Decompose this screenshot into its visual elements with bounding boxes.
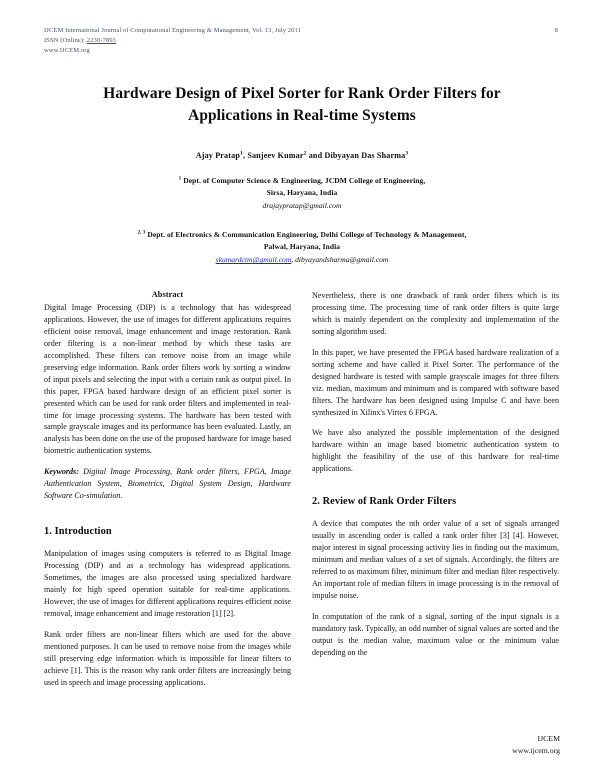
body-columns bbox=[44, 290, 560, 698]
affiliation-2-dept: Dept. of Electronics & Communication Engineering, Delhi College of Technology & Management, bbox=[145, 229, 467, 239]
journal-website-line: www.IJCEM.org bbox=[44, 47, 90, 55]
affiliation-1-email[interactable]: drajaypratap@gmail.com bbox=[262, 200, 342, 210]
running-head-lines bbox=[44, 26, 301, 56]
page-footer bbox=[512, 733, 560, 758]
review-paragraph-2: In computation of the rank of a signal, sorting of the input signals is a mandatory task. Typically, an odd number of signal values are sorted and the output is the median value, maximum value or the minimum value depending on the bbox=[312, 611, 559, 657]
right-paragraph-3: We have also analyzed the possible implementation of the designed hardware within an image based biometric authentication system to highlight the feasibility of the use of this hardware for real-time applications. bbox=[312, 428, 559, 474]
right-paragraph-1: Nevertheless, there is one drawback of rank order filters which is its processing time. The processing time of rank order filters is quite large which is mainly dependent on the complexity and implementation of the sorting algorithm used. bbox=[312, 291, 559, 336]
right-column bbox=[312, 290, 559, 698]
affiliation-1-line-1 bbox=[44, 175, 560, 187]
left-column bbox=[44, 290, 291, 698]
author-affil-marker-2: 2 bbox=[303, 150, 307, 157]
journal-citation-line: IJCEM International Journal of Computational Engineering & Management, Vol. 13, July 2011 bbox=[44, 27, 302, 34]
affiliation-2-line-1 bbox=[44, 229, 560, 241]
affiliation-marker-1: 1 bbox=[178, 175, 182, 182]
affiliation-1-dept: Dept. of Computer Science & Engineering, JCDM College of Engineering, bbox=[181, 175, 426, 185]
keywords-label: Keywords: bbox=[44, 467, 79, 477]
keywords-line bbox=[44, 466, 291, 502]
introduction-paragraph-2: Rank order filters are non-linear filters which are used for the above mentioned purposes. It can be used to remove noise from the images while still preserving edge information which is impossible for linear filters to achieve [1]. This is the reason why rank order filters are increasingly being used in speech and image processing applications. bbox=[44, 630, 291, 687]
issn-value: 2230-7893 bbox=[86, 37, 116, 45]
issn-line bbox=[44, 36, 301, 46]
affiliation-block-2 bbox=[44, 229, 560, 267]
footer-journal-abbrev: IJCEM bbox=[537, 733, 560, 743]
author-separator-1: , bbox=[242, 150, 248, 160]
footer-website: www.ijcem.org bbox=[512, 746, 560, 756]
author-name-1: Ajay Pratap bbox=[195, 150, 241, 160]
running-head bbox=[44, 26, 560, 56]
abstract-heading: Abstract bbox=[151, 290, 184, 300]
review-paragraph-1: A device that computes the nth order value of a set of signals arranged usually in ascending order is called a rank order filter [3] [4]. However, major interest in signal processing activity lies in finding out the maximum, minimum and median values of a set of signals. Accordingly, the filters are referred to as maximum filter, minimum filter and median filter respectively. An important role of median filters in image processing is in the removal of impulse noise. bbox=[312, 519, 559, 600]
section-heading-review: 2. Review of Rank Order Filters bbox=[312, 496, 457, 508]
affiliation-1-line-2: Sirsa, Haryana, India bbox=[266, 187, 338, 197]
keywords-text: Digital Image Processing, Rank order filters, FPGA, Image Authentication System, Biometrics, Digital System Design, Hardware Software Co-simulation. bbox=[44, 467, 291, 501]
affiliation-2-email-secondary[interactable]: , dibyayandsharma@gmail.com bbox=[291, 255, 389, 265]
affiliation-2-emails bbox=[44, 254, 560, 267]
author-name-3: Dibyayan Das Sharma bbox=[324, 150, 406, 160]
issn-label: ISSN (Online): bbox=[44, 37, 87, 45]
affiliation-marker-2: 2, 3 bbox=[137, 229, 146, 236]
abstract-text: Digital Image Processing (DIP) is a technology that has widespread applications. However, the use of images for different applications requires efficient noise removal, image enhancement and image restoration. Rank order filtering is a non-linear method by which these tasks are accomplished. These filters can remove noise from an image while preserving edge information. Rank order filters work by sorting a window of input pixels and selecting the input with a certain rank as output pixel. In this paper, FPGA based hardware design of an efficient pixel sorter is presented which can be used for rank order filters and implemented in real-time for image processing systems. The hardware has been tested with sample grayscale images and its performance has been evaluated. Lastly, an analysis has been done on the use of the proposed hardware for image based biometric authentication systems. bbox=[44, 303, 291, 456]
section-heading-introduction: 1. Introduction bbox=[44, 526, 112, 538]
author-affil-marker-1: 1 bbox=[240, 150, 243, 157]
introduction-paragraph-1: Manipulation of images using computers is referred to as Digital Image Processing (DIP) and as a technology has widespread applications. Sometimes, the images are also processed using specialized hardware mainly for high speed operation suitable for real-time applications. However, the use of images for different applications requires efficient noise removal, image enhancement and image restoration [1] [2]. bbox=[44, 549, 291, 619]
email-hyperlink[interactable]: skumardctm@gmail.com bbox=[215, 255, 292, 265]
author-list bbox=[44, 151, 560, 160]
page-title: Hardware Design of Pixel Sorter for Rank Order Filters for Applications in Real-time Systems bbox=[103, 85, 501, 125]
affiliation-block-1 bbox=[44, 175, 560, 213]
author-name-2: Sanjeev Kumar bbox=[247, 150, 304, 160]
affiliation-2-line-2: Palwal, Haryana, India bbox=[263, 242, 341, 252]
page-number: 8 bbox=[554, 27, 558, 34]
right-paragraph-2: In this paper, we have presented the FPGA based hardware realization of a sorting scheme and have called it Pixel Sorter. The performance of the designed hardware is tested with sample grayscale images for three filters viz. median, maximum and minimum and is compared with software based filters. The hardware has been designed using Impulse C and have been synthesized in Xilinx's Virtex 6 FPGA. bbox=[312, 347, 559, 417]
author-separator-2: and bbox=[306, 150, 325, 160]
author-affil-marker-3: 3 bbox=[405, 150, 409, 157]
